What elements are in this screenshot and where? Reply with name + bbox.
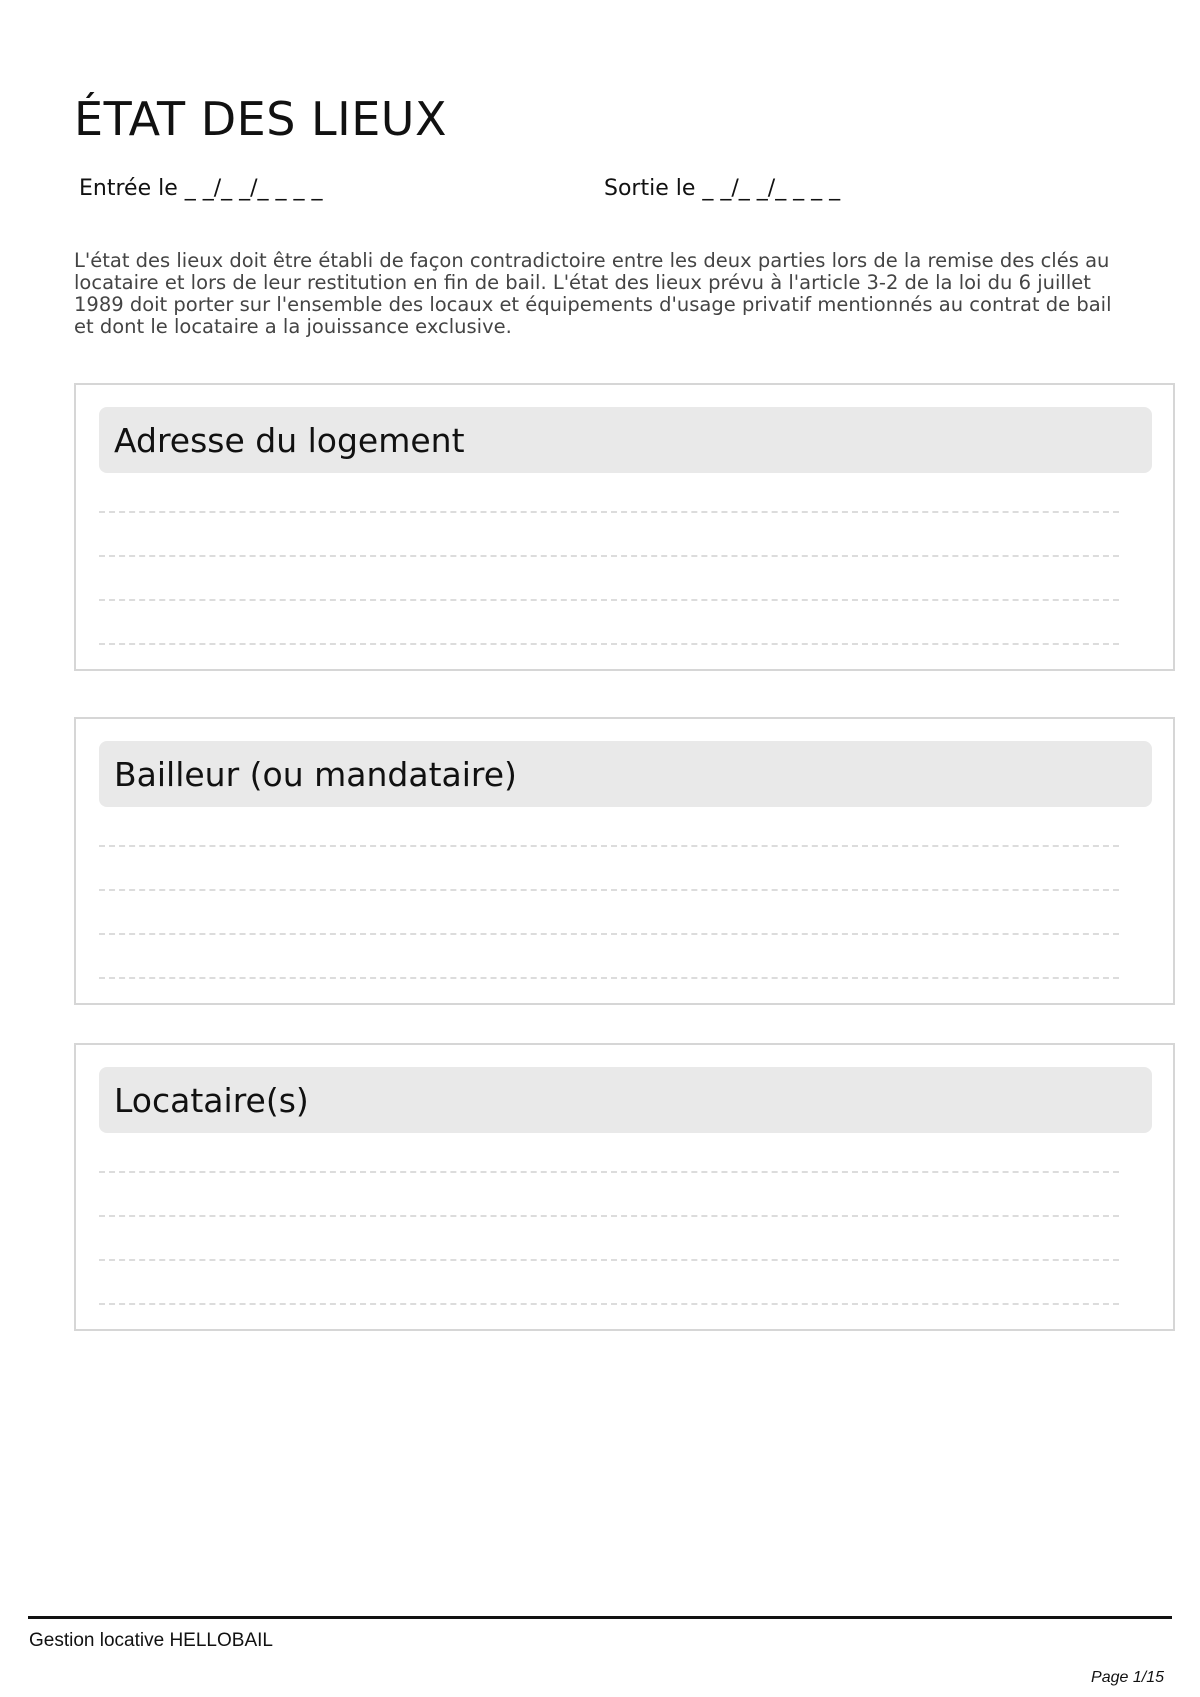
fill-line	[99, 1215, 1119, 1217]
fill-line	[99, 1171, 1119, 1173]
fill-line	[99, 511, 1119, 513]
intro-paragraph: L'état des lieux doit être établi de façon contradictoire entre les deux parties lors de la remise des clés au locataire et lors de leur restitution en fin de bail. L'état des lieux prévu à l'article 3-2 de la loi du 6 juillet 1989 doit porter sur l'ensemble des locaux et équipements d'usage privatif mentionnés au contrat de bail et dont le locataire a la jouissance exclusive.	[74, 249, 1112, 338]
section-header	[99, 741, 1152, 807]
section-header	[99, 407, 1152, 473]
section-title: Locataire(s)	[114, 1080, 309, 1120]
page-number: Page 1/15	[1091, 1669, 1164, 1686]
fill-line	[99, 845, 1119, 847]
entry-date: Entrée le _ _/_ _/_ _ _ _	[79, 176, 323, 201]
section-title: Bailleur (ou mandataire)	[114, 754, 517, 794]
page-title: ÉTAT DES LIEUX	[74, 92, 447, 146]
footer-divider	[28, 1616, 1172, 1619]
fill-line	[99, 555, 1119, 557]
fill-line	[99, 599, 1119, 601]
exit-date: Sortie le _ _/_ _/_ _ _ _	[604, 176, 841, 201]
section-title: Adresse du logement	[114, 420, 465, 460]
fill-line	[99, 977, 1119, 979]
fill-line	[99, 643, 1119, 645]
section-address	[74, 383, 1175, 671]
fill-line	[99, 933, 1119, 935]
footer-company: Gestion locative HELLOBAIL	[29, 1630, 273, 1651]
fill-line	[99, 1259, 1119, 1261]
section-landlord	[74, 717, 1175, 1005]
fill-line	[99, 1303, 1119, 1305]
section-tenants	[74, 1043, 1175, 1331]
section-header	[99, 1067, 1152, 1133]
fill-line	[99, 889, 1119, 891]
